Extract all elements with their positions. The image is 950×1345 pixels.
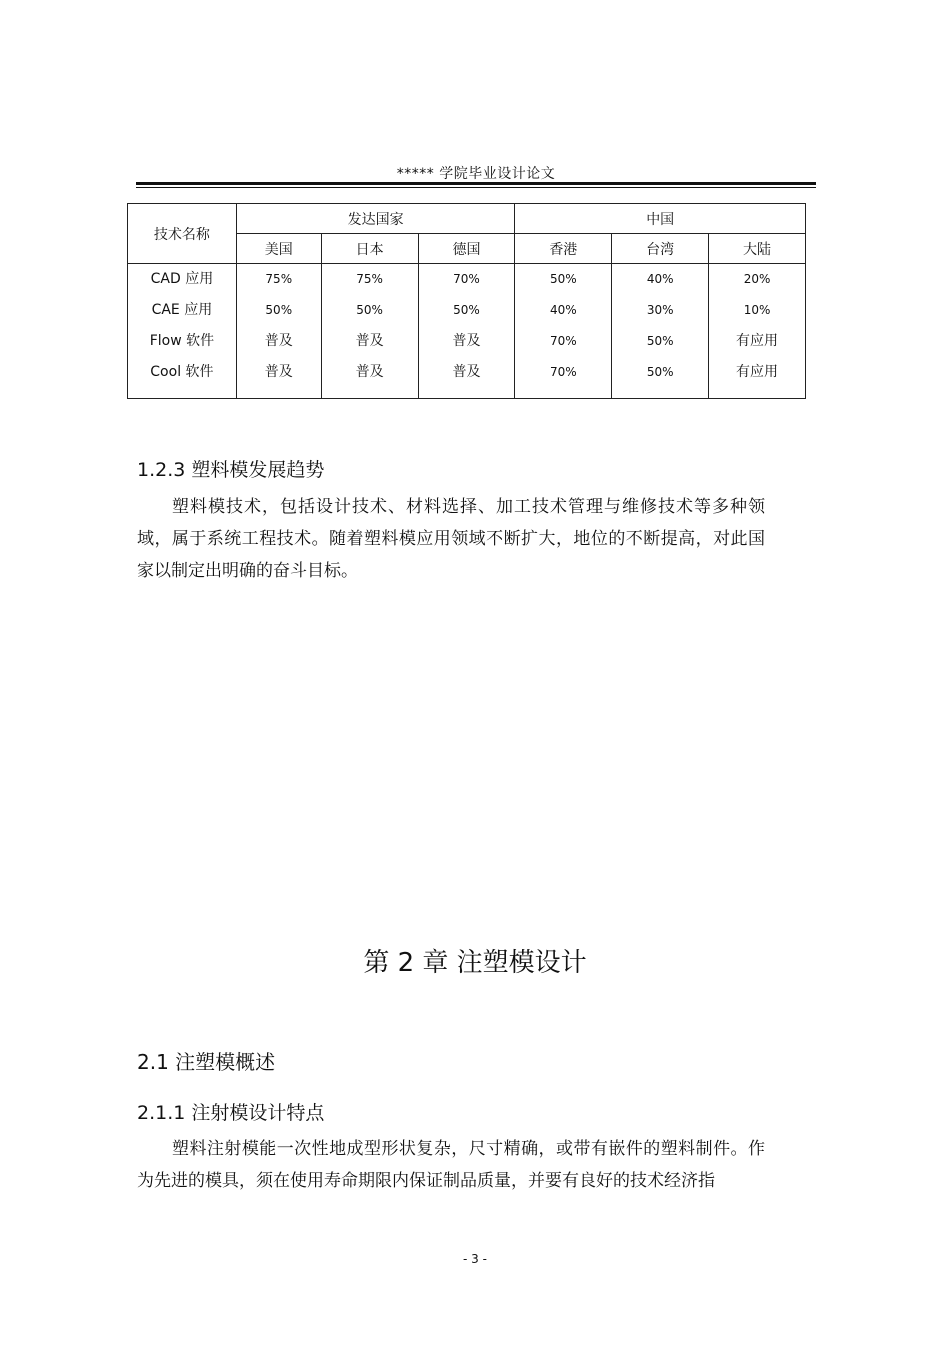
header-rule-thin <box>136 187 816 188</box>
table-cell: 40% <box>549 303 577 317</box>
table-column-taiwan <box>612 264 709 399</box>
table-cell: 70% <box>549 365 577 379</box>
page-number: - 3 - <box>463 1252 487 1266</box>
table-cell: 50% <box>453 303 480 317</box>
table-cell: 75% <box>356 272 383 286</box>
table-column-usa <box>236 264 321 399</box>
table-column-header: 德国 <box>418 234 515 264</box>
table-row-name: CAE 应用 <box>151 302 213 318</box>
table-cell: 10% <box>743 303 771 317</box>
table-row-name: CAD 应用 <box>150 271 214 287</box>
table-cell: 普及 <box>264 333 293 349</box>
table-cell: 50% <box>265 303 293 317</box>
table-column-japan <box>321 264 418 399</box>
table-cell: 有应用 <box>736 364 779 380</box>
table-column-header: 美国 <box>236 234 321 264</box>
table-cell: 普及 <box>452 364 481 380</box>
section-1-2-3-paragraph: 塑料模技术，包括设计技术、材料选择、加工技术管理与维修技术等多种领域，属于系统工程技术。随着塑料模应用领域不断扩大，地位的不断提高，对此国家以制定出明确的奋斗目标。 <box>137 497 765 581</box>
table-column-header: 台湾 <box>612 234 709 264</box>
table-row-name: Cool 软件 <box>150 364 214 380</box>
table-cell: 70% <box>453 272 480 286</box>
table-column-hongkong <box>515 264 612 399</box>
section-2-1-1-paragraph: 塑料注射模能一次性地成型形状复杂，尺寸精确，或带有嵌件的塑料制件。作为先进的模具，须在使用寿命期限内保证制品质量，并要有良好的技术经济指 <box>137 1139 765 1191</box>
table-column-header: 日本 <box>321 234 418 264</box>
table-name-header: 技术名称 <box>128 204 237 264</box>
table-cell: 75% <box>265 272 293 286</box>
table-cell: 50% <box>549 272 577 286</box>
table-body-row <box>128 264 806 399</box>
table-cell: 50% <box>646 365 674 379</box>
table-cell: 50% <box>646 334 674 348</box>
table-column-mainland <box>709 264 806 399</box>
table-row-names <box>128 264 237 399</box>
table-cell: 50% <box>356 303 383 317</box>
table-row-name: Flow 软件 <box>149 333 215 349</box>
section-1-2-3-title: 1.2.3 塑料模发展趋势 <box>137 459 325 481</box>
section-2-1-title: 2.1 注塑模概述 <box>137 1050 276 1074</box>
table-cell: 普及 <box>452 333 481 349</box>
table-cell: 普及 <box>355 364 384 380</box>
table-group-china: 中国 <box>515 204 806 234</box>
technology-adoption-table <box>127 203 806 399</box>
section-2-1-1-title: 2.1.1 注射模设计特点 <box>137 1102 325 1124</box>
table-group-header-row <box>128 204 806 234</box>
table-cell: 40% <box>646 272 674 286</box>
table-cell: 70% <box>549 334 577 348</box>
table-cell: 普及 <box>355 333 384 349</box>
table-group-developed: 发达国家 <box>236 204 515 234</box>
table-column-header: 香港 <box>515 234 612 264</box>
header-rule-thick <box>136 182 816 185</box>
table-column-header: 大陆 <box>709 234 806 264</box>
table-cell: 30% <box>646 303 674 317</box>
running-header: ***** 学院毕业设计论文 <box>396 166 556 182</box>
table-cell: 有应用 <box>736 333 779 349</box>
table-cell: 普及 <box>264 364 293 380</box>
table-column-germany <box>418 264 515 399</box>
table-cell: 20% <box>743 272 771 286</box>
chapter-2-title: 第 2 章 注塑模设计 <box>363 948 587 978</box>
